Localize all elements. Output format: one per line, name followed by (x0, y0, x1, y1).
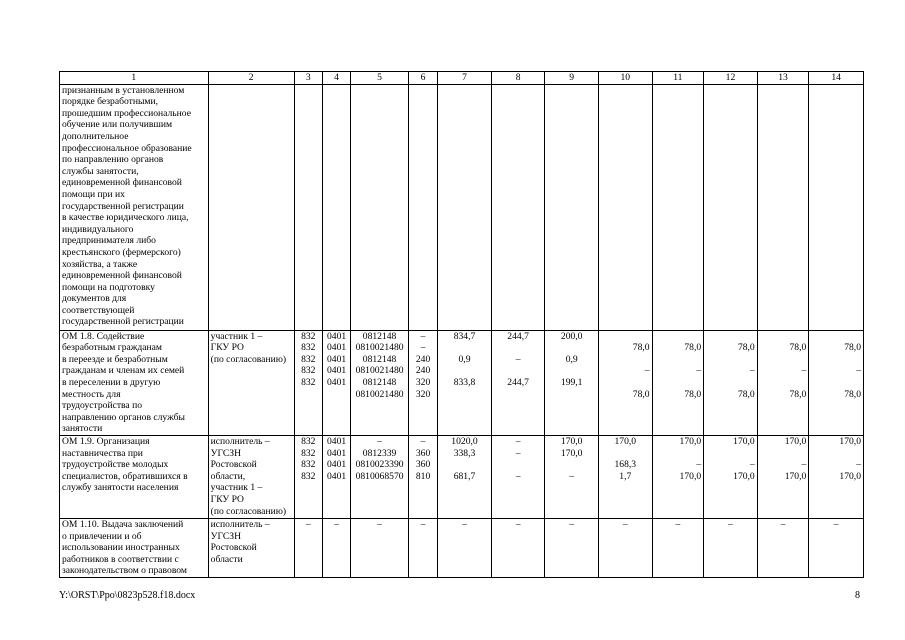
dash-cell: – (545, 518, 599, 577)
value-cell: 170,0 – 170,0 (704, 435, 758, 518)
measure-name: ОМ 1.9. Организация наставничества при трудоустройстве молодых специалистов, обратившихся в службу занятости населения (60, 435, 209, 518)
col-header: 14 (809, 72, 864, 85)
col-header: 2 (208, 72, 294, 85)
table-row (60, 518, 864, 577)
grbs-cell: 832 832 832 832 (294, 435, 322, 518)
table-row (60, 84, 864, 330)
table-row (60, 435, 864, 518)
dash-cell: – (491, 518, 545, 577)
col-header: 8 (491, 72, 545, 85)
col-header: 1 (60, 72, 209, 85)
executor: исполнитель – УГСЗН Ростовской области (208, 518, 294, 577)
value-cell: 170,0 – 170,0 (652, 435, 704, 518)
col-header: 6 (408, 72, 437, 85)
dash-cell: – (438, 518, 492, 577)
col-header: 5 (351, 72, 409, 85)
vr-cell: – 360 360 810 (408, 435, 437, 518)
dash-cell: – (408, 518, 437, 577)
value-cell: 78,0 – 78,0 (598, 330, 652, 435)
executor: участник 1 – ГКУ РО (по согласованию) (208, 330, 294, 435)
col-header: 11 (652, 72, 704, 85)
value-cell: 170,0 170,0 – (545, 435, 599, 518)
value-cell: 78,0 – 78,0 (652, 330, 704, 435)
rzpr-cell: 0401 0401 0401 0401 0401 (322, 330, 350, 435)
value-cell: – – – (491, 435, 545, 518)
csr-cell: – 0812339 0810023390 0810068570 (351, 435, 409, 518)
dash-cell: – (809, 518, 864, 577)
value-cell: 200,0 0,9 199,1 (545, 330, 599, 435)
file-path: Y:\ORST\Ppo\0823p528.f18.docx (59, 590, 196, 601)
dash-cell: – (704, 518, 758, 577)
col-header: 7 (438, 72, 492, 85)
page-number: 8 (855, 590, 860, 601)
col-header: 4 (322, 72, 350, 85)
value-cell: 78,0 – 78,0 (757, 330, 809, 435)
dash-cell: – (757, 518, 809, 577)
col-header: 10 (598, 72, 652, 85)
measure-name: признанным в установленном порядке безработными, прошедшим профессиональное обучение или получившим дополнительное профессиональное образование по направлению органов службы занятости, единовременной финансовой помощи при их государственной регистрации в качестве юридического лица, индивидуального предпринимателя либо крестьянского (фермерского) хозяйства, а также единовременной финансовой помощи на подготовку документов для соответствующей государственной регистрации (60, 84, 209, 330)
value-cell: 78,0 – 78,0 (704, 330, 758, 435)
measure-name: ОМ 1.8. Содействие безработным гражданам в переезде и безработным гражданам и членам их семей в переселении в другую местность для трудоустройства по направлению органов службы занятости (60, 330, 209, 435)
vr-cell: – – 240 240 320 320 (408, 330, 437, 435)
budget-table (59, 71, 864, 578)
value-cell: 170,0 168,3 1,7 (598, 435, 652, 518)
col-header: 12 (704, 72, 758, 85)
rzpr-cell: 0401 0401 0401 0401 (322, 435, 350, 518)
csr-cell: 0812148 0810021480 0812148 0810021480 0812148 0810021480 (351, 330, 409, 435)
value-cell: 78,0 – 78,0 (809, 330, 864, 435)
measure-name: ОМ 1.10. Выдача заключений о привлечении и об использовании иностранных работников в соответствии с законодательством о правовом (60, 518, 209, 577)
dash-cell: – (652, 518, 704, 577)
dash-cell: – (351, 518, 409, 577)
executor: исполнитель – УГСЗН Ростовской области, участник 1 – ГКУ РО (по согласованию) (208, 435, 294, 518)
value-cell: 1020,0 338,3 681,7 (438, 435, 492, 518)
col-header: 9 (545, 72, 599, 85)
col-header: 13 (757, 72, 809, 85)
dash-cell: – (294, 518, 322, 577)
value-cell: 244,7 – 244,7 (491, 330, 545, 435)
dash-cell: – (322, 518, 350, 577)
value-cell: 834,7 0,9 833,8 (438, 330, 492, 435)
col-header: 3 (294, 72, 322, 85)
value-cell: 170,0 – 170,0 (809, 435, 864, 518)
dash-cell: – (598, 518, 652, 577)
grbs-cell: 832 832 832 832 832 (294, 330, 322, 435)
table-row (60, 330, 864, 435)
value-cell: 170,0 – 170,0 (757, 435, 809, 518)
header-row (60, 72, 864, 85)
